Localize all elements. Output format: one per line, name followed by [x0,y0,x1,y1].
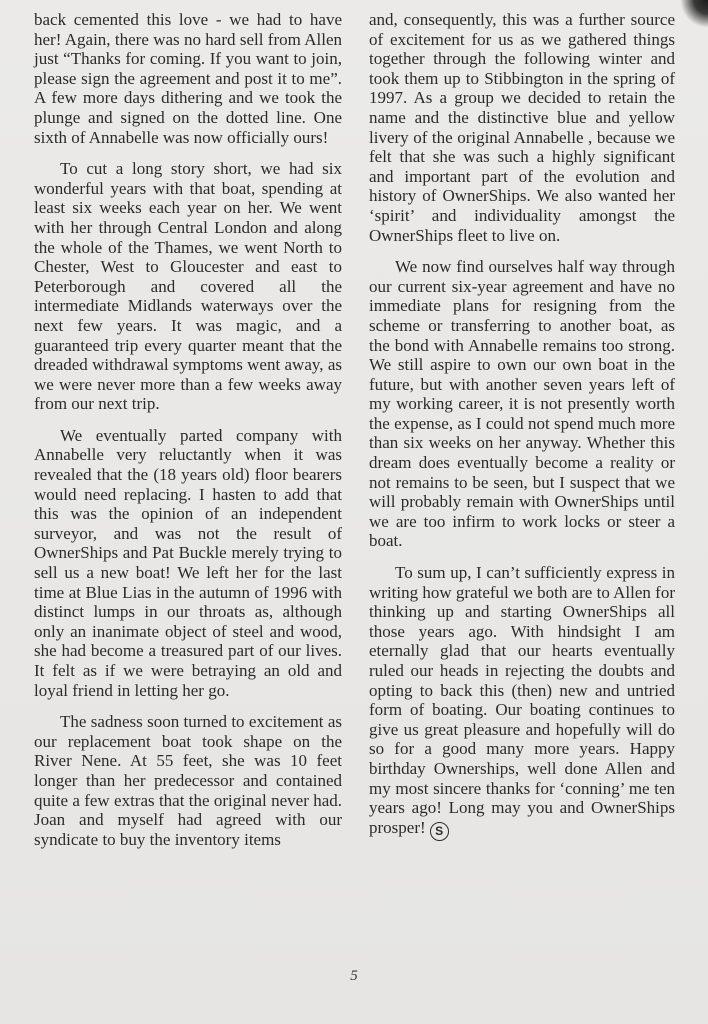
ownerships-logo-icon: S [430,822,449,841]
paragraph: We eventually parted company with Annabelle very reluctantly when it was revealed that the (18 years old) floor bearers would need replacing. I hasten to add that this was the opinion of an independent surveyor, and was not the result of OwnerShips and Pat Buckle merely trying to sell us a new boat! We left her for the last time at Blue Lias in the autumn of 1996 with distinct lumps in our throats as, although only an inanimate object of steel and wood, she had become a treasured part of our lives. It felt as if we were betraying an old and loyal friend in letting her go. [34,425,342,700]
right-column [369,10,675,853]
paragraph: and, consequently, this was a further source of excitement for us as we gathered things together through the following winter and took them up to Stibbington in the spring of 1997. As a group we decided to retain the name and the distinctive blue and yellow livery of the original Annabelle , because we felt that she was such a highly significant and important part of the evolution and history of OwnerShips. We also wanted her ‘spirit’ and individuality amongst the OwnerShips fleet to live on. [369,10,675,245]
left-column [34,10,342,861]
paragraph-final-text: To sum up, I can’t sufficiently express in writing how grateful we both are to Allen for thinking up and starting OwnerShips all those years ago. With hindsight I am eternally glad that our hearts eventually ruled our heads in rejecting the doubts and opting to back this (then) new and untried form of boating. Our boating continues to give us great pleasure and hopefully will do so for a good many more years. Happy birthday Ownerships, well done Allen and my most sincere thanks for ‘conning’ me ten years ago! Long may you and OwnerShips prosper! [369,563,675,837]
page-corner-shadow [680,0,708,28]
paragraph: To cut a long story short, we had six wonderful years with that boat, spending at least six weeks each year on her. We went with her through Central London and along the whole of the Thames, we went North to Chester, West to Gloucester and east to Peterborough and covered all the intermediate Midlands waterways over the next few years. It was magic, and a guaranteed trip every quarter meant that the dreaded withdrawal symptoms went away, as we were never more than a few weeks away from our next trip. [34,159,342,414]
paragraph: back cemented this love - we had to have her! Again, there was no hard sell from Allen just “Thanks for coming. If you want to join, please sign the agreement and post it to me”. A few more days dithering and we took the plunge and signed on the dotted line. One sixth of Annabelle was now officially ours! [34,10,342,147]
paragraph: The sadness soon turned to excitement as our replacement boat took shape on the River Nene. At 55 feet, she was 10 feet longer than her predecessor and contained quite a few extras that the original never had. Joan and myself had agreed with our syndicate to buy the inventory items [34,712,342,849]
paragraph-final [369,563,675,841]
paragraph: We now find ourselves half way through our current six-year agreement and have no immediate plans for resigning from the scheme or transferring to another boat, as the bond with Annabelle remains too strong. We still aspire to own our own boat in the future, but with another seven years left of my working career, it is not presently worth the expense, as I could not spend much more than six weeks on her anyway. Whether this dream does eventually become a reality or not remains to be seen, but I suspect that we will probably remain with OwnerShips until we are too infirm to work locks or steer a boat. [369,257,675,551]
page-number: 5 [350,968,358,984]
